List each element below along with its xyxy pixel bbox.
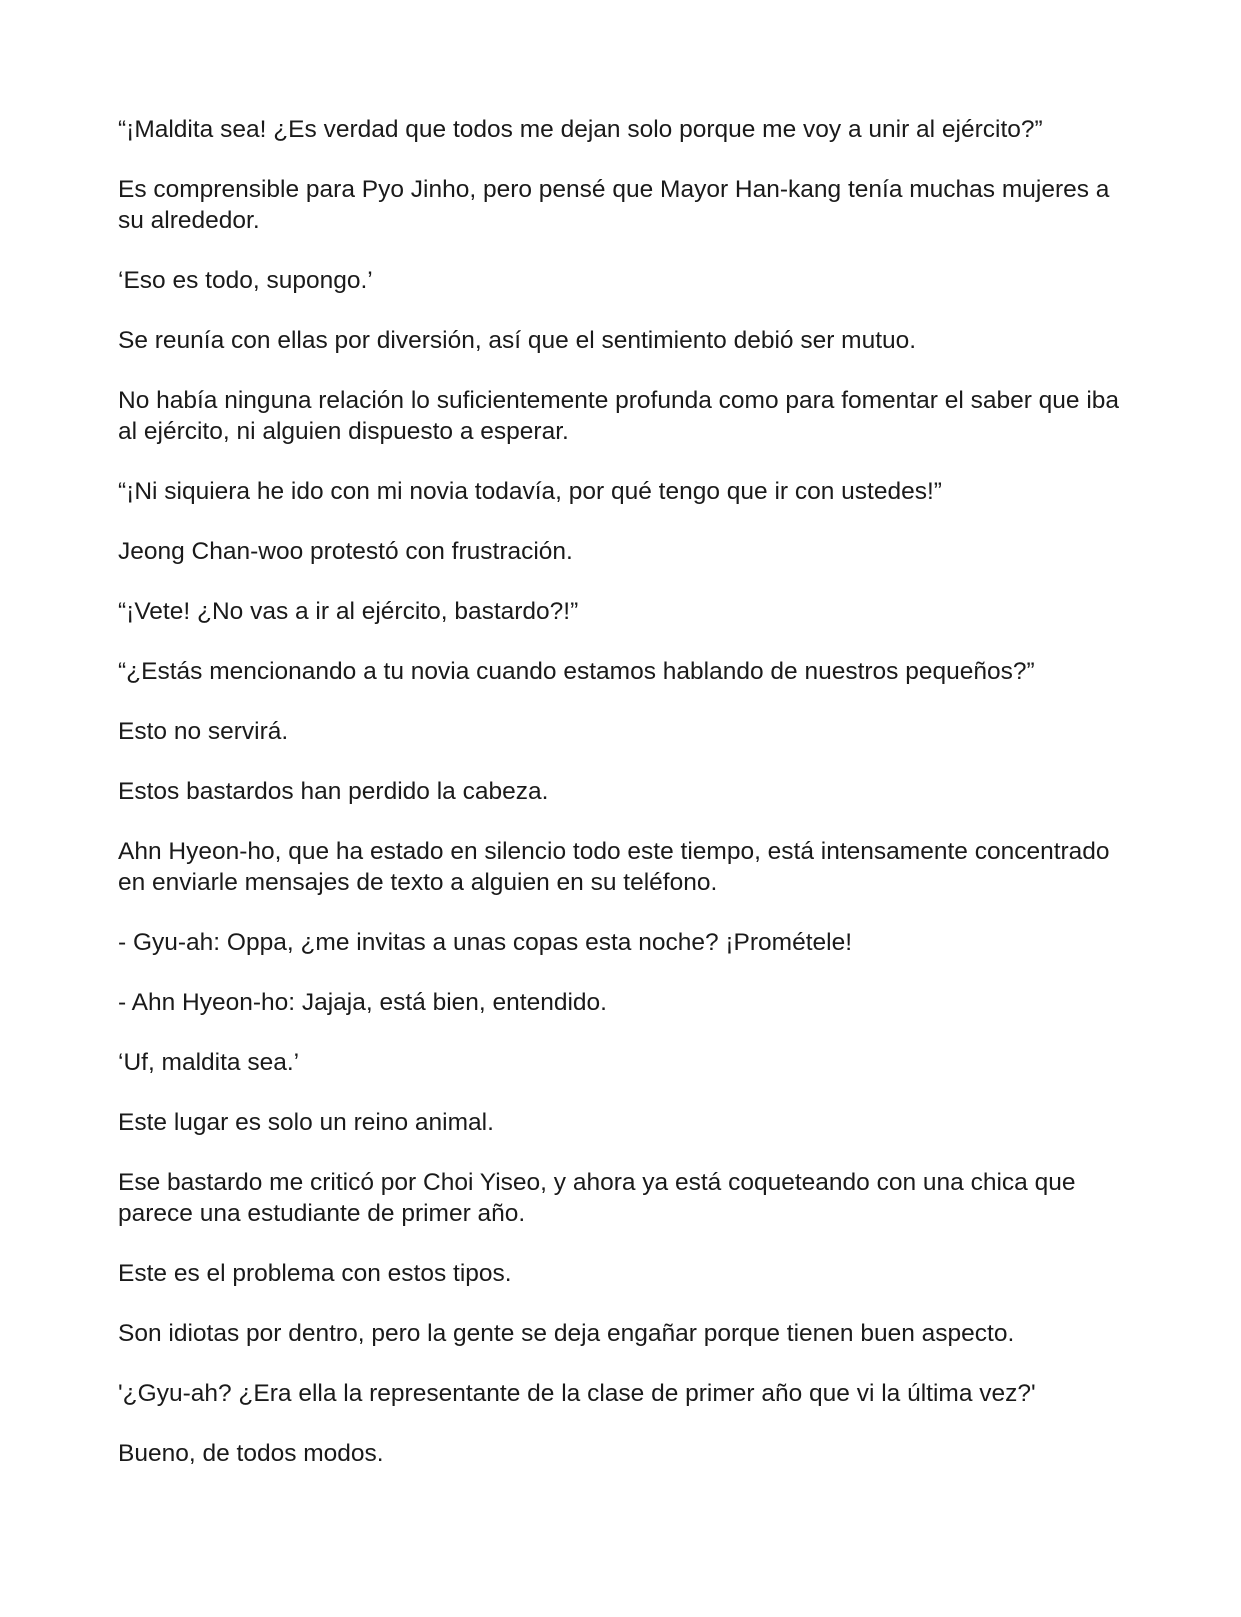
paragraph: Estos bastardos han perdido la cabeza. — [118, 778, 549, 805]
paragraph: Este es el problema con estos tipos. — [118, 1260, 512, 1287]
document-body — [118, 114, 1128, 1498]
paragraph: “¿Estás mencionando a tu novia cuando estamos hablando de nuestros pequeños?” — [118, 658, 1035, 685]
paragraph: Se reunía con ellas por diversión, así que el sentimiento debió ser mutuo. — [118, 327, 917, 354]
paragraph: ‘Uf, maldita sea.’ — [118, 1049, 300, 1076]
paragraph: Ahn Hyeon-ho, que ha estado en silencio todo este tiempo, está intensamente concentrado en enviarle mensajes de texto a alguien en su teléfono. — [118, 838, 1110, 896]
paragraph: Es comprensible para Pyo Jinho, pero pensé que Mayor Han-kang tenía muchas mujeres a su alrededor. — [118, 176, 1110, 234]
paragraph: Jeong Chan-woo protestó con frustración. — [118, 538, 573, 565]
paragraph: - Ahn Hyeon-ho: Jajaja, está bien, entendido. — [118, 989, 607, 1016]
paragraph: No había ninguna relación lo suficientemente profunda como para fomentar el saber que iba al ejército, ni alguien dispuesto a esperar. — [118, 387, 1120, 445]
paragraph: Bueno, de todos modos. — [118, 1440, 384, 1467]
paragraph: Ese bastardo me criticó por Choi Yiseo, y ahora ya está coqueteando con una chica que parece una estudiante de primer año. — [118, 1169, 1076, 1227]
paragraph: “¡Vete! ¿No vas a ir al ejército, bastardo?!” — [118, 598, 579, 625]
paragraph: “¡Ni siquiera he ido con mi novia todavía, por qué tengo que ir con ustedes!” — [118, 478, 942, 505]
paragraph: ‘Eso es todo, supongo.’ — [118, 267, 373, 294]
paragraph: - Gyu-ah: Oppa, ¿me invitas a unas copas esta noche? ¡Prométele! — [118, 929, 853, 956]
paragraph: Este lugar es solo un reino animal. — [118, 1109, 494, 1136]
paragraph: '¿Gyu-ah? ¿Era ella la representante de la clase de primer año que vi la última vez?' — [118, 1380, 1036, 1407]
paragraph: Son idiotas por dentro, pero la gente se deja engañar porque tienen buen aspecto. — [118, 1320, 1015, 1347]
paragraph: Esto no servirá. — [118, 718, 289, 745]
paragraph: “¡Maldita sea! ¿Es verdad que todos me dejan solo porque me voy a unir al ejército?” — [118, 116, 1043, 143]
